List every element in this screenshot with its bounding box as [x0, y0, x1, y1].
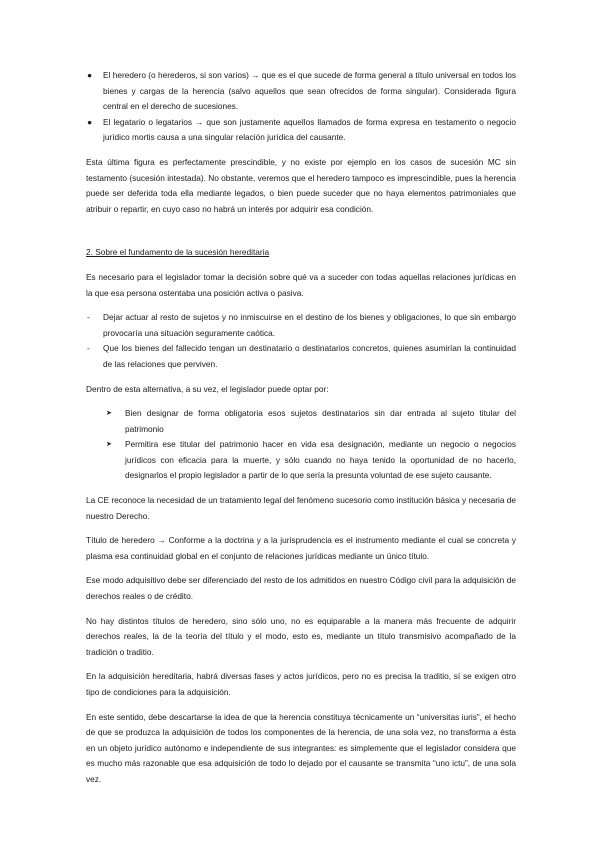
arrow-text: Permitira ese titular del patrimonio hacer en vida esa designación, mediante un negocio o negocios jurídicos con eficacia para la muerte, y sólo cuando no haya tenido la oportunidad de no hacerlo, designarlos el propio legislador a partir de lo que sería la presunta voluntad de ese sujeto causante. [125, 439, 516, 481]
list-item [86, 115, 516, 146]
paragraph: Ese modo adquisitivo debe ser diferenciado del resto de los admitidos en nuestro Código civil para la adquisición de derechos reales o de crédito. [86, 575, 516, 602]
arrowhead-icon: ➤ [106, 410, 112, 418]
section-heading: 2. Sobre el fundamento de la sucesión hereditaria [86, 247, 270, 258]
arrow-list [86, 406, 516, 484]
bullet-text: El legatario o legatarios → que son justamente aquellos llamados de forma expresa en testamento o negocio jurídico mortis causa a una singular relación jurídica del causante. [103, 116, 516, 143]
arrowhead-icon: ➤ [106, 441, 112, 449]
list-item [86, 68, 516, 115]
paragraph: La CE reconoce la necesidad de un tratamiento legal del fenómeno sucesorio como institución básica y necesaria de nuestro Derecho. [86, 495, 516, 521]
dash-icon: - [87, 343, 90, 354]
list-item [86, 341, 516, 372]
paragraph: En la adquisición hereditaria, habrá diversas fases y actos jurídicos, pero no es precisa la traditio, sí se exigen otro tipo de condiciones para la adquisición. [86, 671, 516, 697]
document-body [86, 68, 516, 797]
list-item [86, 437, 516, 484]
list-item [86, 406, 516, 437]
paragraph: Es necesario para el legislador tomar la decisión sobre qué va a suceder con todas aquellas relaciones jurídicas en la que esa persona ostentaba una posición activa o pasiva. [86, 271, 516, 298]
bullet-icon: ● [87, 116, 93, 127]
bullet-icon: ● [87, 70, 93, 80]
paragraph: Título de heredero → Conforme a la doctrina y a la jurisprudencia es el instrumento mediante el cual se concreta y plasma esa continuidad global en el conjunto de relaciones jurídicas mediante un único título. [86, 535, 516, 561]
list-item [86, 310, 516, 341]
paragraph: En este sentido, debe descartarse la idea de que la herencia constituya técnicamente un “universitas iuris”, el hecho de que se produzca la adquisición de todos los componentes de la herencia, de una sola vez, no transforma a ésta en un objeto jurídico autónomo e independiente de sus integrantes: es simplemente que el legislador considera que es mucho más razonable que esa adquisición de todo lo dejado por el causante se transmita “uno ictu”, de una sola vez. [86, 711, 516, 784]
dash-icon: - [87, 312, 90, 323]
paragraph: Dentro de esta alternativa, a su vez, el legislador puede optar por: [86, 383, 329, 394]
bullet-list [86, 68, 516, 146]
arrow-text: Bien designar de forma obligatoria esos sujetos destinatarios sin dar entrada al sujeto titular del patrimonio [125, 408, 516, 434]
dash-text: Que los bienes del fallecido tengan un destinatario o destinatarios concretos, quienes asumirían la continuidad de las relaciones que perviven. [103, 343, 516, 369]
dash-list [86, 310, 516, 372]
paragraph: Esta última figura es perfectamente prescindible, y no existe por ejemplo en los casos de sucesión MC sin testamento (sucesión intestada). No obstante, veremos que el heredero tampoco es imprescindible, pues la herencia puede ser deferida toda ella mediante legados, o bien puede suceder que no haya elementos patrimoniales que atribuir o repartir, en cuyo caso no habrá un interés por adquirir esa condición. [86, 156, 516, 214]
paragraph: No hay distintos títulos de heredero, sino sólo uno, no es equiparable a la manera más frecuente de adquirir derechos reales, la de la teoría del título y el modo, esto es, mediante un título transmisivo acompañado de la tradición o traditio. [86, 615, 516, 657]
bullet-text: El heredero (o herederos, si son varios) → que es el que sucede de forma general a título universal en todos los bienes y cargas de la herencia (salvo aquellos que sean ofrecidos de forma singular). Considerada figura central en el derecho de sucesiones. [103, 70, 516, 112]
dash-text: Dejar actuar al resto de sujetos y no inmiscuirse en el destino de los bienes y obligaciones, lo que sin embargo provocaría una situación seguramente caótica. [103, 312, 516, 338]
